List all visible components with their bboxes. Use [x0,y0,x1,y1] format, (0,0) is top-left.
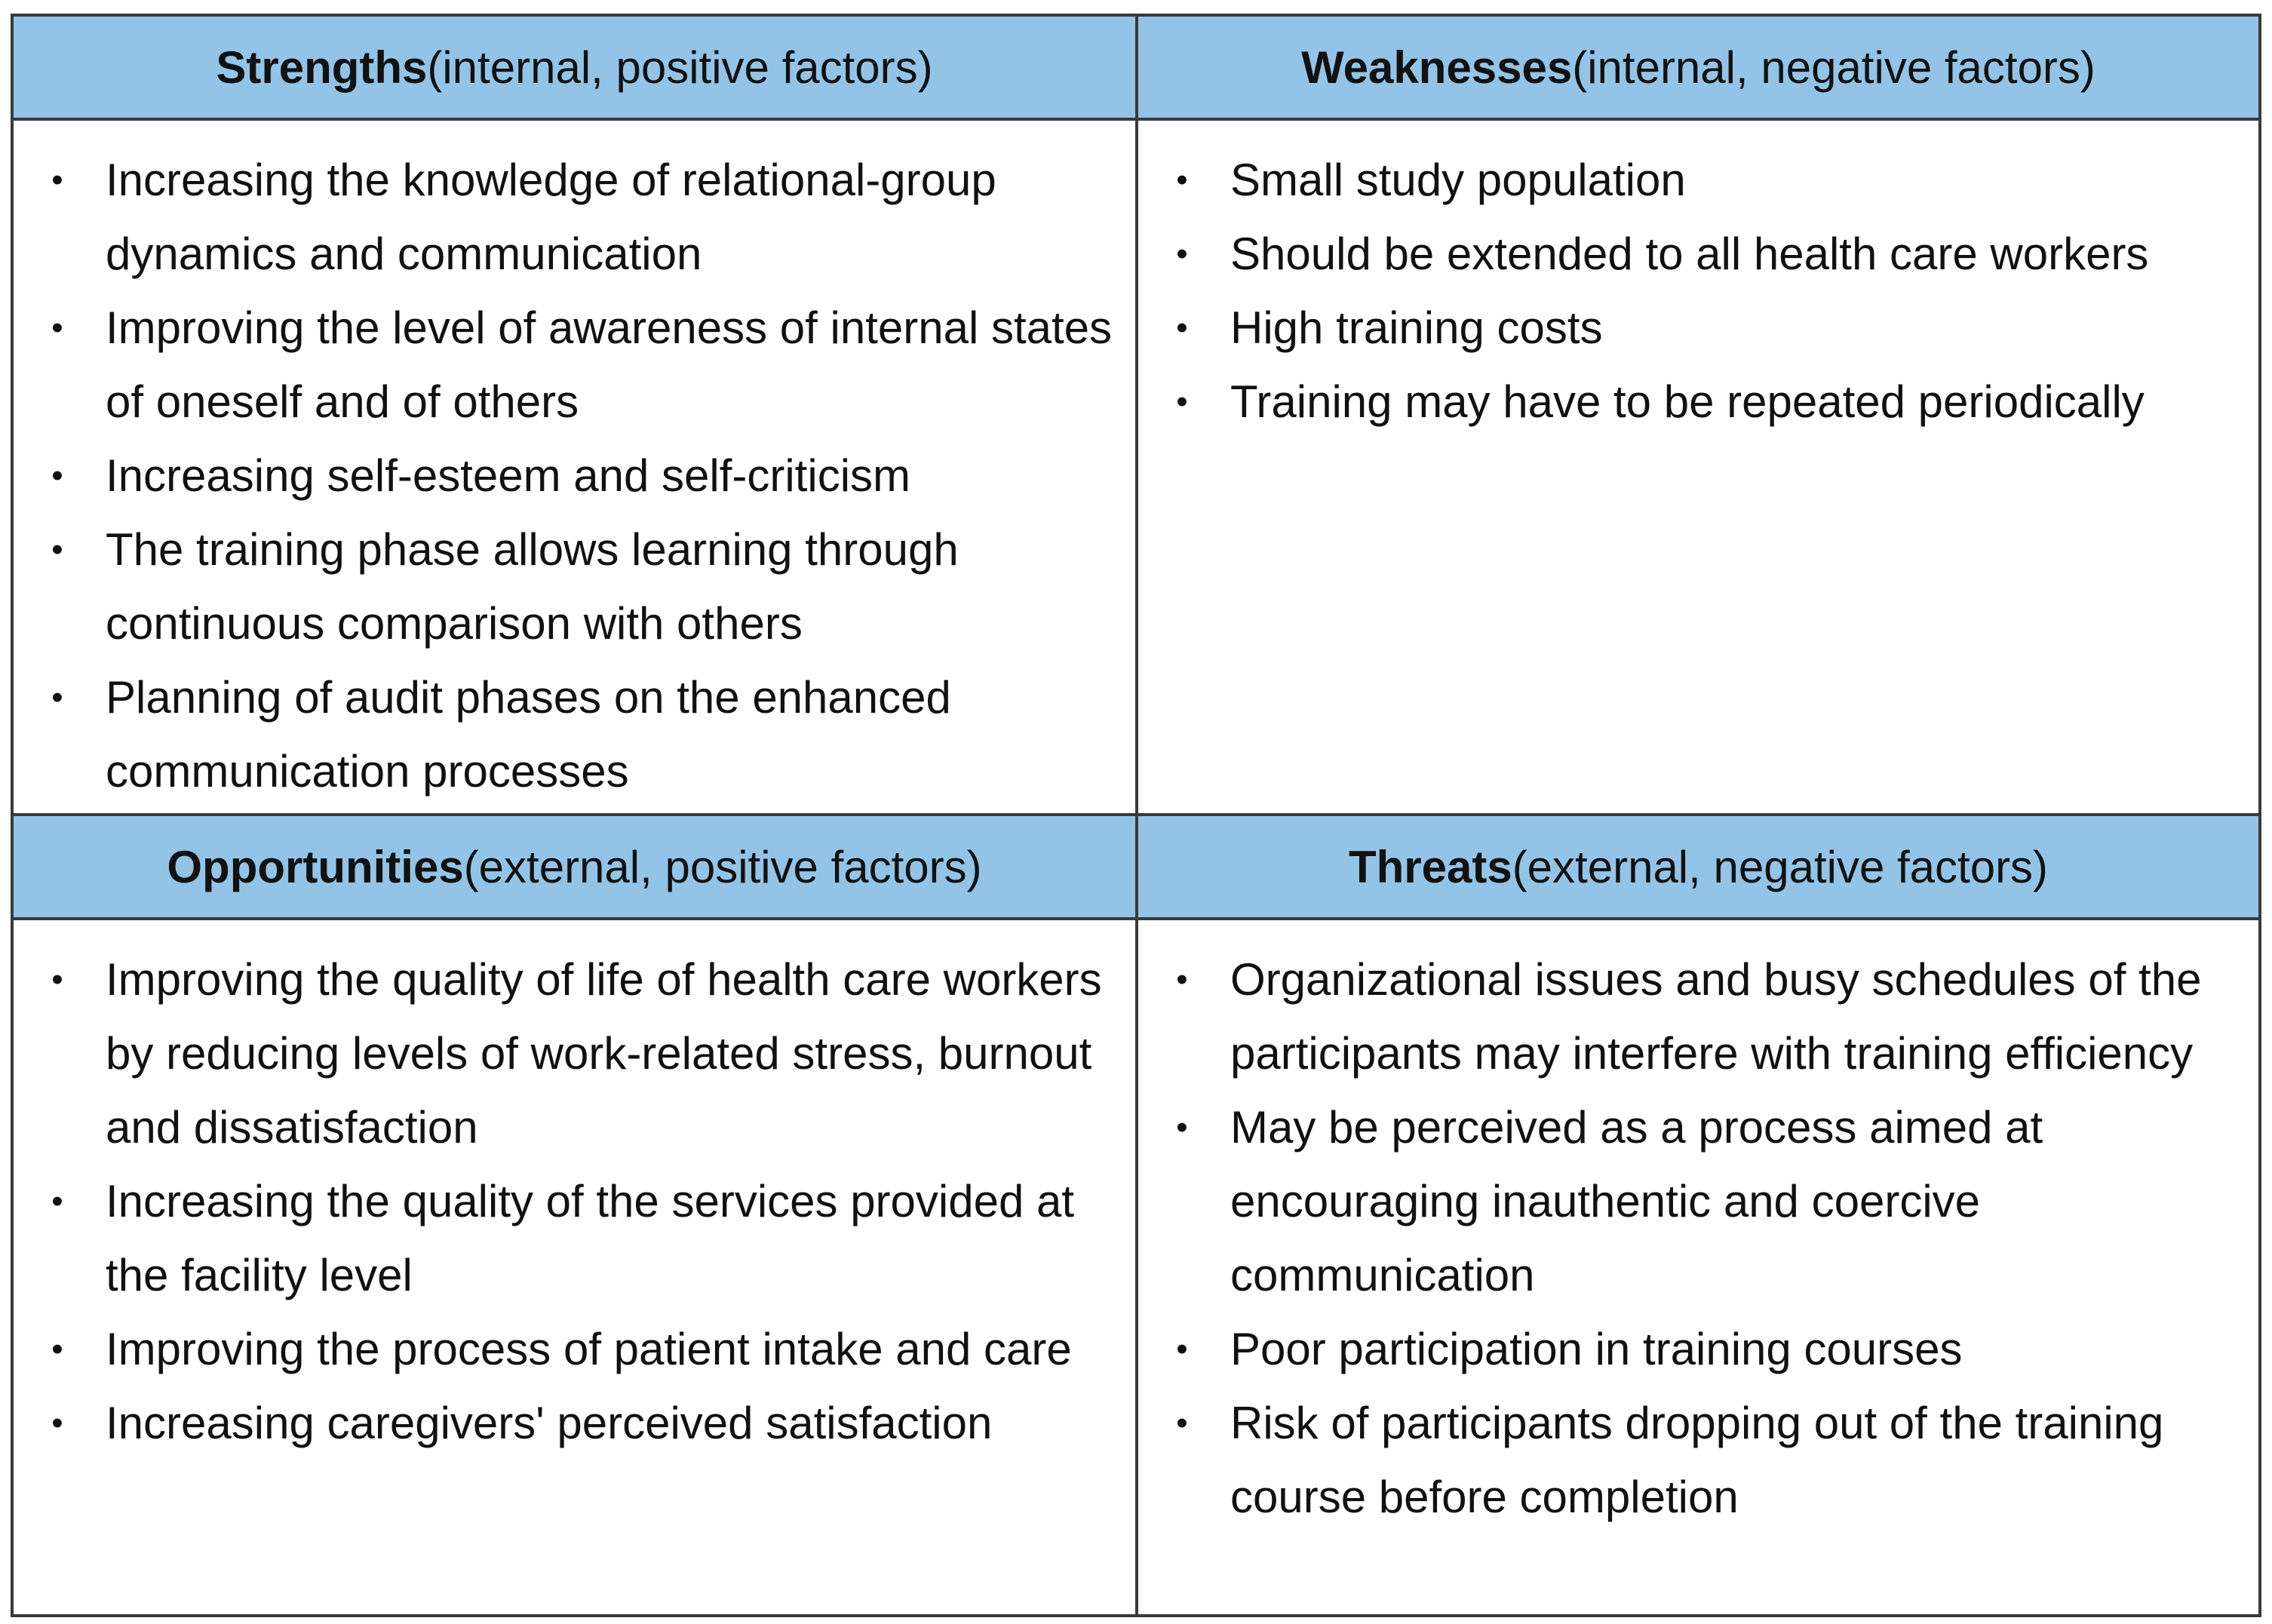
list-item-text: Should be extended to all health care workers [1230,229,2149,279]
threats-subtitle: (external, negative factors) [1512,841,2049,892]
list-item [14,291,1135,439]
list-item [14,513,1135,661]
list-item-text: Risk of participants dropping out of the training course before completion [1230,1398,2164,1522]
bullet-icon: • [51,309,63,346]
opportunities-list [14,943,1135,1460]
list-item-text: Increasing the knowledge of relational-group dynamics and communication [106,155,996,279]
weaknesses-list [1138,143,2258,439]
bullet-icon: • [1176,309,1188,346]
threats-list [1138,943,2258,1534]
list-item-text: Improving the quality of life of health care workers by reducing levels of work-related stress, burnout and dissatisfaction [106,954,1102,1153]
bullet-icon: • [1176,383,1188,420]
list-item [14,943,1135,1165]
list-item [1138,291,2258,365]
list-item [1138,1091,2258,1312]
list-item [1138,217,2258,291]
strengths-list [14,143,1135,809]
list-item [1138,1312,2258,1386]
list-item-text: Increasing self-esteem and self-criticism [106,450,911,501]
list-item [14,1386,1135,1460]
bullet-icon: • [51,161,63,198]
opportunities-subtitle: (external, positive factors) [463,841,982,892]
strengths-subtitle: (internal, positive factors) [427,41,933,93]
opportunities-header [14,816,1138,920]
bullet-icon: • [51,1331,63,1368]
weaknesses-title: Weaknesses [1301,41,1573,93]
list-item [1138,1386,2258,1534]
threats-body [1138,920,2258,1614]
list-item [1138,943,2258,1091]
list-item [14,439,1135,513]
bullet-icon: • [51,1404,63,1441]
threats-header [1138,816,2258,920]
list-item-text: Improving the process of patient intake and care [106,1324,1072,1374]
strengths-body [14,121,1138,816]
weaknesses-body [1138,121,2258,816]
opportunities-body [14,920,1138,1614]
list-item [14,143,1135,291]
swot-table [11,14,2261,1617]
list-item-text: Increasing the quality of the services provided at the facility level [106,1176,1075,1300]
list-item-text: Organizational issues and busy schedules of the participants may interfere with training efficiency [1230,954,2202,1079]
list-item [1138,365,2258,439]
list-item-text: Planning of audit phases on the enhanced communication processes [106,672,951,797]
strengths-header [14,17,1138,121]
bullet-icon: • [1176,961,1188,998]
bullet-icon: • [51,1183,63,1220]
bullet-icon: • [1176,161,1188,198]
list-item-text: Small study population [1230,155,1686,205]
bullet-icon: • [51,531,63,568]
list-item [14,661,1135,809]
list-item-text: May be perceived as a process aimed at encouraging inauthentic and coercive communication [1230,1102,2043,1300]
list-item-text: Increasing caregivers' perceived satisfaction [106,1398,993,1448]
bullet-icon: • [1176,1109,1188,1146]
list-item [14,1312,1135,1386]
bullet-icon: • [1176,1331,1188,1368]
list-item [14,1165,1135,1312]
list-item-text: High training costs [1230,302,1603,353]
bullet-icon: • [51,457,63,494]
bullet-icon: • [51,679,63,716]
threats-title: Threats [1348,841,1512,892]
weaknesses-header [1138,17,2258,121]
list-item-text: Improving the level of awareness of internal states of oneself and of others [106,302,1113,427]
bullet-icon: • [1176,1404,1188,1441]
list-item [1138,143,2258,217]
opportunities-title: Opportunities [167,841,464,892]
bullet-icon: • [51,961,63,998]
list-item-text: Poor participation in training courses [1230,1324,1963,1374]
strengths-title: Strengths [216,41,428,93]
list-item-text: The training phase allows learning through continuous comparison with others [106,524,959,649]
list-item-text: Training may have to be repeated periodically [1230,376,2145,427]
bullet-icon: • [1176,235,1188,272]
weaknesses-subtitle: (internal, negative factors) [1572,41,2095,93]
